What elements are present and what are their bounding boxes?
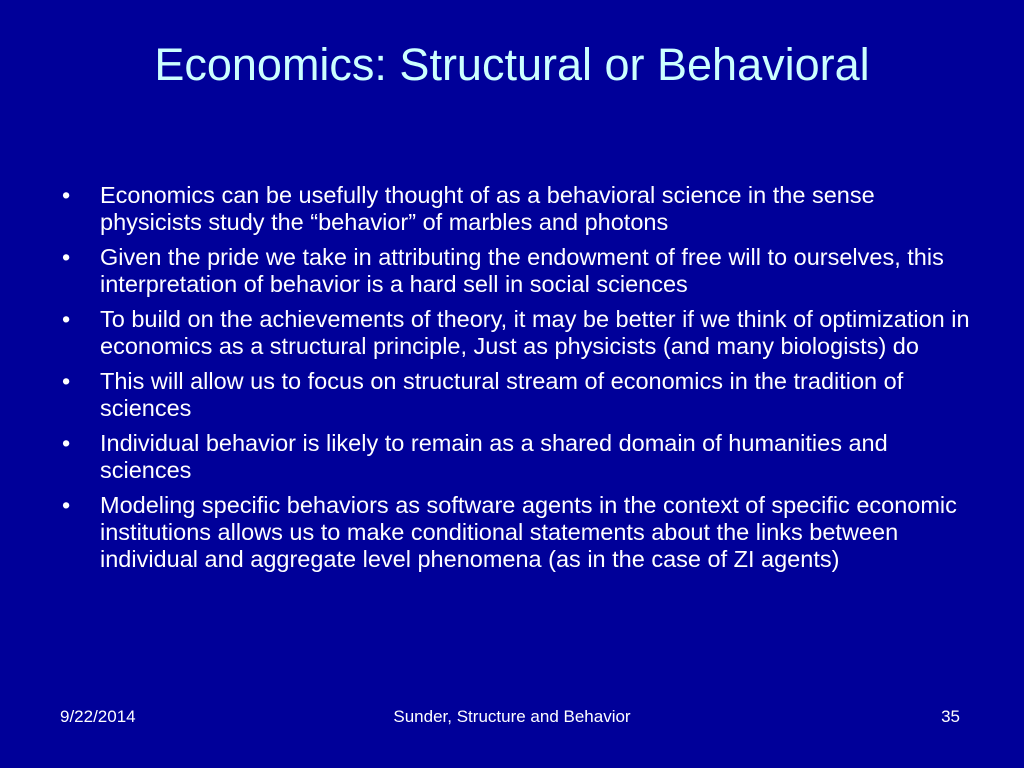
bullet-text: Modeling specific behaviors as software agents in the context of specific economic institutions allows us to make conditional statements about the links between individual and aggregate level phenomena (as in the case of ZI agents) bbox=[100, 492, 957, 572]
bullet-text: To build on the achievements of theory, it may be better if we think of optimization in economics as a structural principle, Just as physicists (and many biologists) do bbox=[100, 306, 970, 359]
bullet-icon: • bbox=[62, 492, 71, 518]
footer-title: Sunder, Structure and Behavior bbox=[393, 707, 631, 726]
bullet-list bbox=[60, 182, 975, 581]
bullet-text: Economics can be usefully thought of as a behavioral science in the sense physicists study the “behavior” of marbles and photons bbox=[100, 182, 875, 235]
bullet-text: Given the pride we take in attributing the endowment of free will to ourselves, this interpretation of behavior is a hard sell in social sciences bbox=[100, 244, 944, 297]
bullet-item bbox=[60, 492, 975, 573]
slide-number: 35 bbox=[941, 707, 960, 726]
bullet-icon: • bbox=[62, 306, 71, 332]
bullet-item bbox=[60, 430, 975, 484]
footer-date: 9/22/2014 bbox=[60, 707, 136, 726]
bullet-icon: • bbox=[62, 368, 71, 394]
bullet-icon: • bbox=[62, 244, 71, 270]
bullet-icon: • bbox=[62, 430, 71, 456]
bullet-text: Individual behavior is likely to remain as a shared domain of humanities and sciences bbox=[100, 430, 888, 483]
bullet-item bbox=[60, 244, 975, 298]
bullet-text: This will allow us to focus on structural stream of economics in the tradition of sciences bbox=[100, 368, 904, 421]
bullet-item bbox=[60, 368, 975, 422]
slide-title: Economics: Structural or Behavioral bbox=[154, 39, 870, 90]
bullet-icon: • bbox=[62, 182, 71, 208]
bullet-item bbox=[60, 306, 975, 360]
bullet-item bbox=[60, 182, 975, 236]
